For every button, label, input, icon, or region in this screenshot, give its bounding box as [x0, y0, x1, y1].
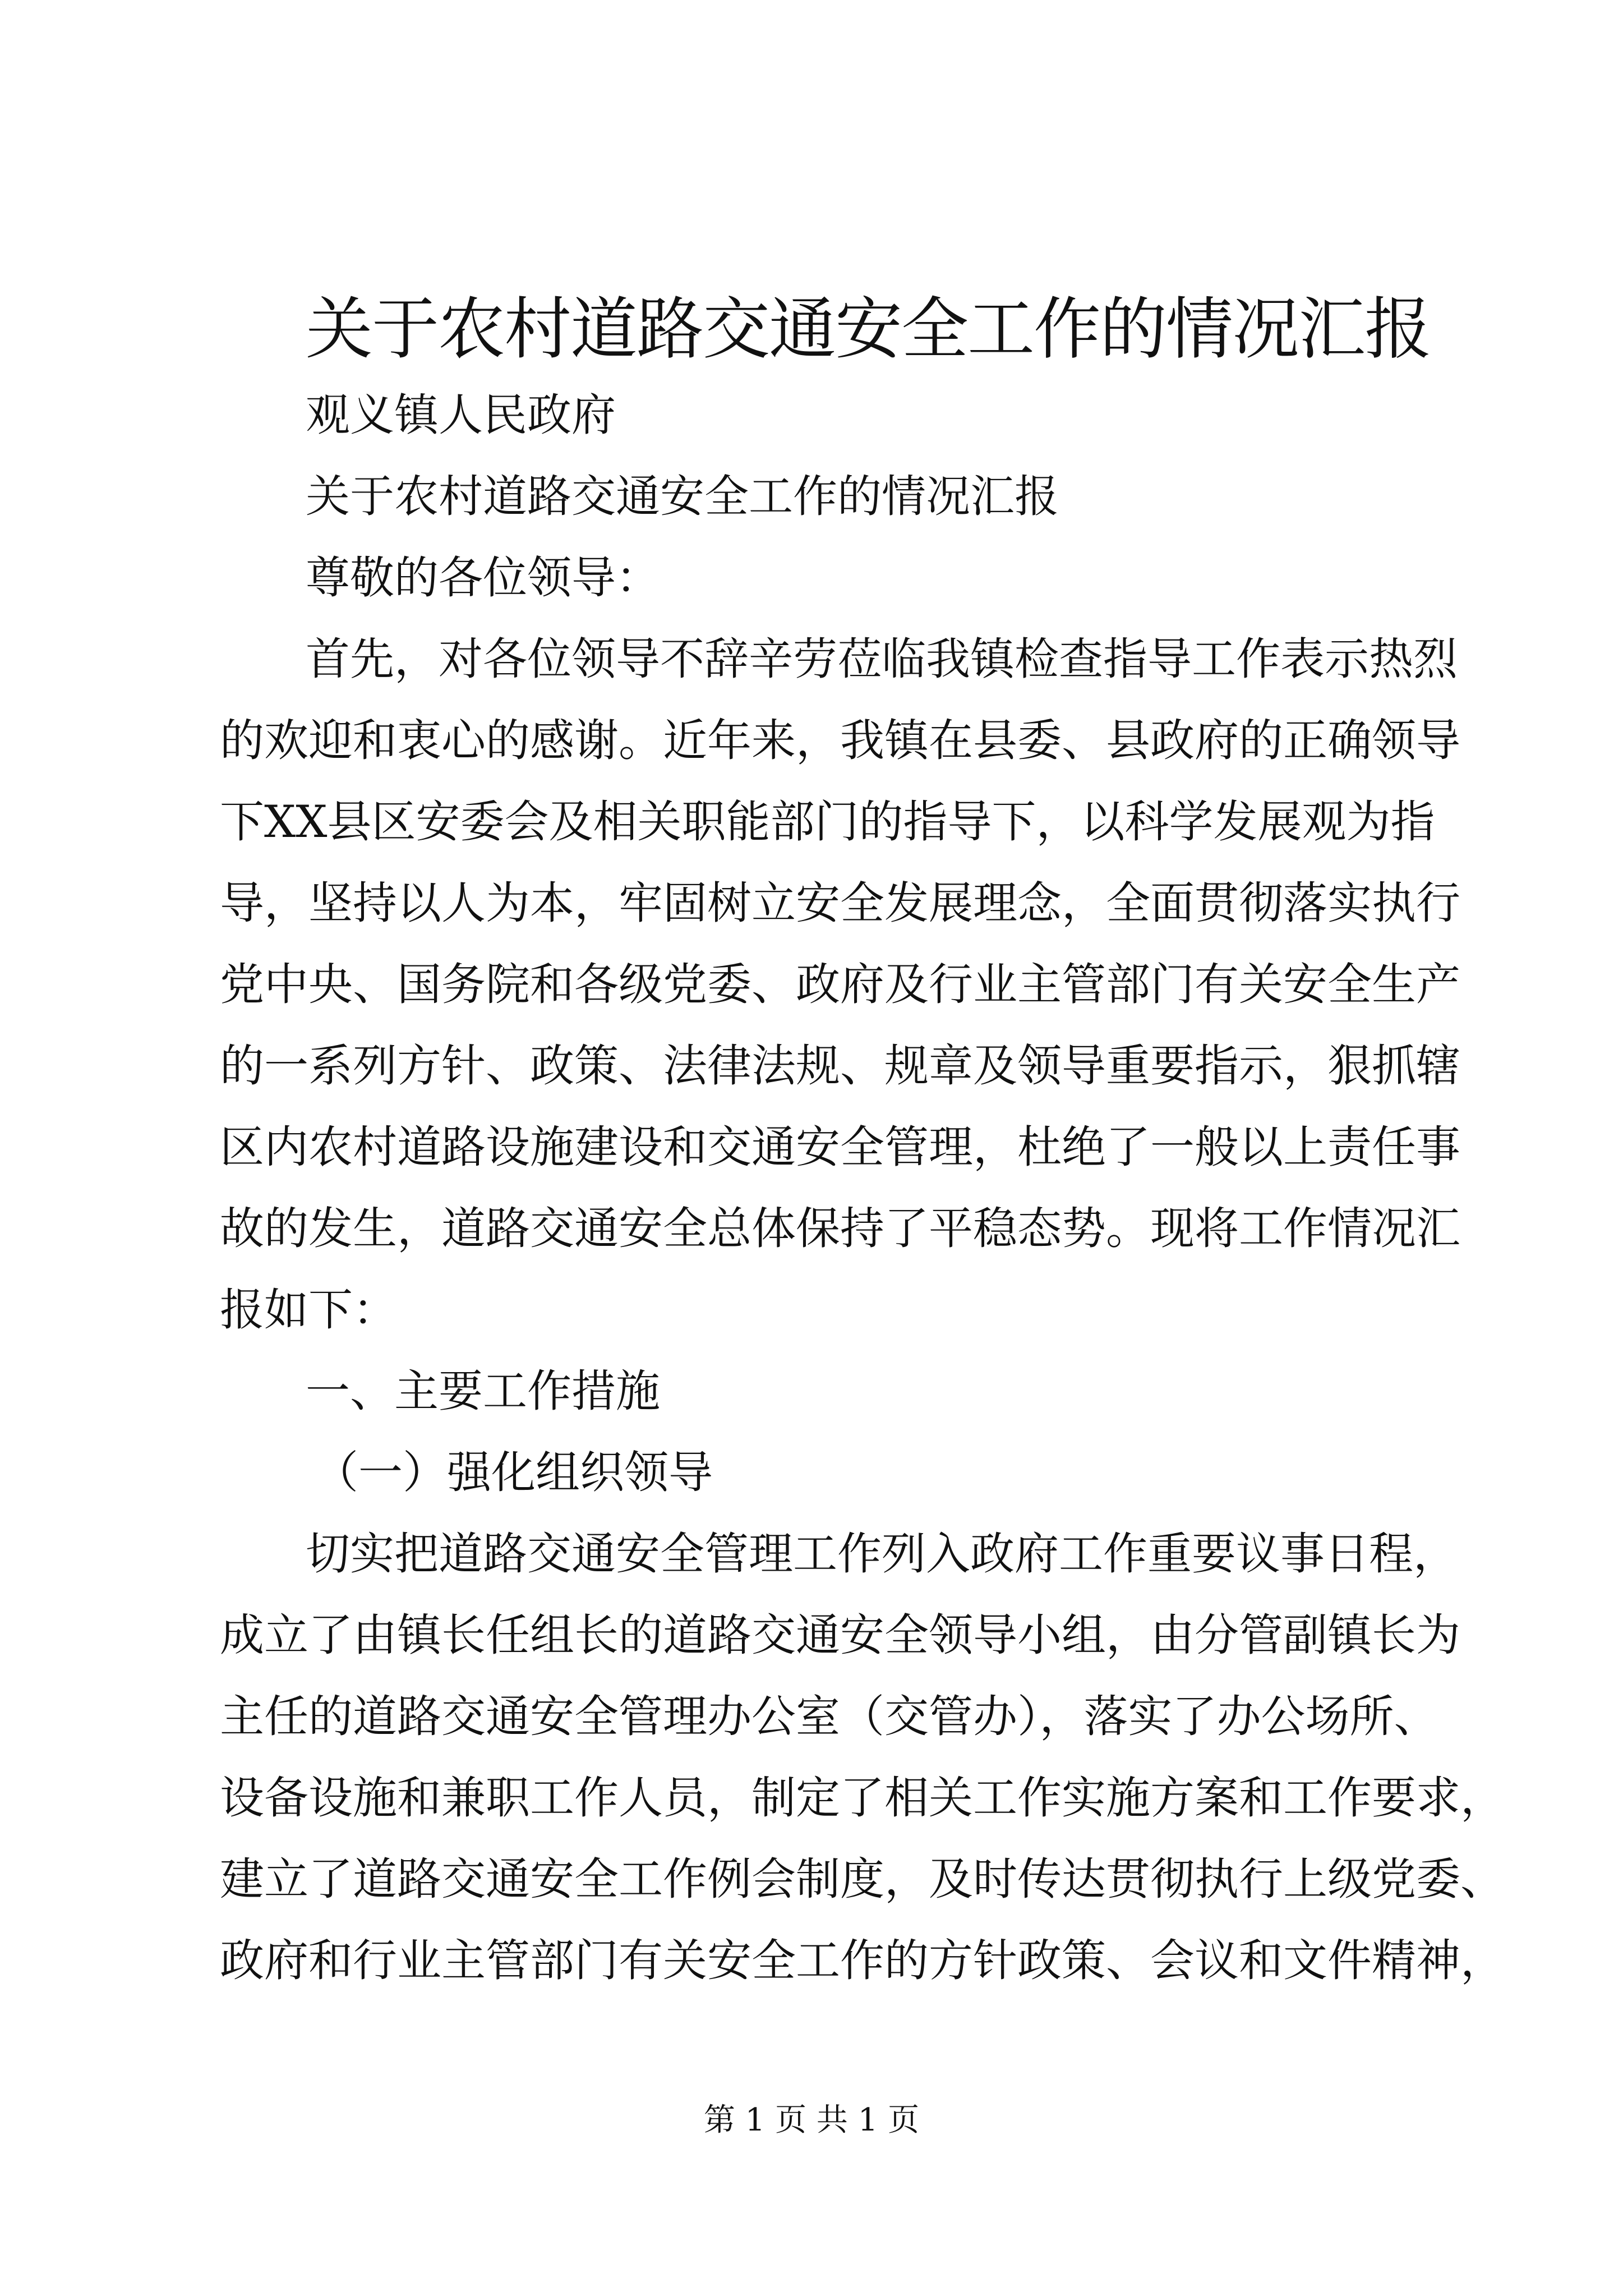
subject-line: 关于农村道路交通安全工作的情况汇报: [306, 471, 1059, 522]
document-title: 关于农村道路交通安全工作的情况汇报: [306, 291, 1431, 369]
body-line: 的欢迎和衷心的感谢。近年来，我镇在县委、县政府的正确领导: [220, 715, 1460, 766]
body-line: 建立了道路交通安全工作例会制度，及时传达贯彻执行上级党委、: [220, 1853, 1505, 1905]
body-line: 导，坚持以人为本，牢固树立安全发展理念，全面贯彻落实执行: [220, 877, 1460, 929]
body-line: 成立了由镇长任组长的道路交通安全领导小组，由分管副镇长为: [220, 1609, 1460, 1661]
body-line: 故的发生，道路交通安全总体保持了平稳态势。现将工作情况汇: [220, 1203, 1460, 1254]
salutation-line: 尊敬的各位领导：: [306, 552, 660, 604]
body-line: 党中央、国务院和各级党委、政府及行业主管部门有关安全生产: [220, 959, 1460, 1010]
issuer-line: 观义镇人民政府: [306, 389, 616, 441]
body-line: 报如下：: [220, 1284, 397, 1336]
body-line: 切实把道路交通安全管理工作列入政府工作重要议事日程，: [306, 1528, 1458, 1580]
body-line: 首先，对各位领导不辞辛劳莅临我镇检查指导工作表示热烈: [306, 633, 1458, 685]
body-line: 政府和行业主管部门有关安全工作的方针政策、会议和文件精神，: [220, 1935, 1505, 1986]
body-line: 主任的道路交通安全管理办公室（交管办），落实了办公场所、: [220, 1691, 1438, 1742]
body-line: 设备设施和兼职工作人员，制定了相关工作实施方案和工作要求，: [220, 1772, 1505, 1824]
section-heading: 一、主要工作措施: [306, 1365, 660, 1417]
body-line: 的一系列方针、政策、法律法规、规章及领导重要指示，狠抓辖: [220, 1040, 1460, 1092]
subsection-heading: （一）强化组织领导: [314, 1447, 713, 1498]
body-line: 区内农村道路设施建设和交通安全管理，杜绝了一般以上责任事: [220, 1121, 1460, 1173]
page-number-footer: 第 1 页 共 1 页: [703, 2102, 920, 2138]
body-line: 下XX县区安委会及相关职能部门的指导下，以科学发展观为指: [220, 796, 1435, 848]
